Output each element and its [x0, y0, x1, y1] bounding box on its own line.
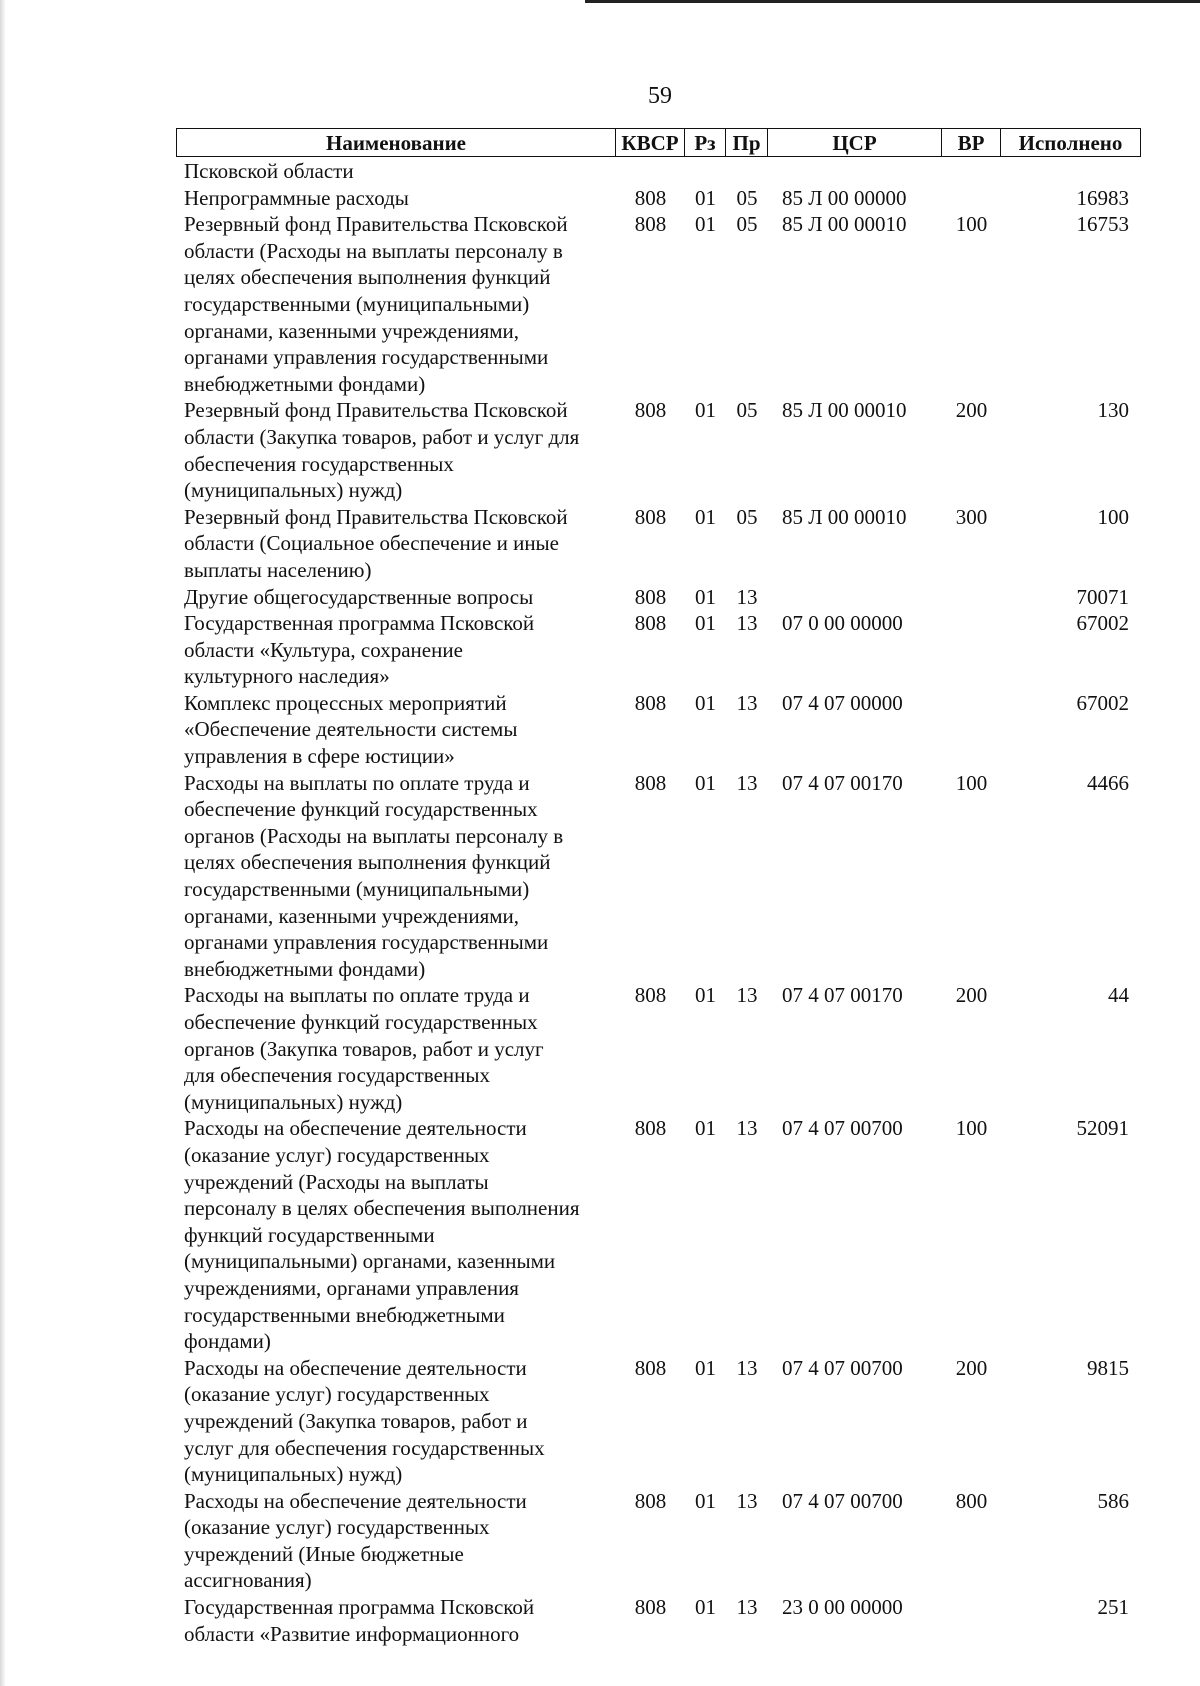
name-line: государственными (муниципальными)	[184, 291, 530, 316]
cell-kvsr: 808	[634, 398, 667, 423]
cell-kvsr: 808	[634, 770, 667, 795]
cell-kvsr: 808	[634, 1488, 667, 1513]
cell-rz: 01	[695, 185, 716, 210]
name-line: (муниципальными) органами, казенными	[184, 1249, 556, 1274]
cell-rz: 01	[695, 611, 716, 636]
header-pr: Пр	[726, 128, 768, 157]
cell-csr: 07 4 07 00700	[782, 1116, 903, 1141]
table-row	[176, 1115, 1176, 1354]
cell-pr: 05	[736, 398, 758, 423]
cell-executed: 67002	[1076, 611, 1129, 636]
name-line: Расходы на обеспечение деятельности	[184, 1488, 527, 1513]
header-csr: ЦСР	[768, 128, 942, 157]
name-line: области «Культура, сохранение	[184, 637, 463, 662]
name-line: органами управления государственными	[184, 930, 549, 955]
cell-name	[176, 211, 616, 397]
name-line: Расходы на выплаты по оплате труда и	[184, 770, 530, 795]
cell-executed: 100	[1097, 504, 1129, 529]
cell-vr: 300	[955, 504, 988, 529]
cell-pr: 13	[736, 611, 758, 636]
table-row	[176, 158, 1176, 185]
budget-table	[176, 128, 1176, 1647]
cell-kvsr: 808	[634, 1355, 667, 1380]
cell-pr: 05	[736, 504, 758, 529]
cell-csr: 85 Л 00 00010	[782, 504, 907, 529]
cell-pr: 05	[736, 212, 758, 237]
cell-executed: 16753	[1076, 212, 1129, 237]
cell-csr	[768, 158, 942, 185]
cell-name	[176, 397, 616, 503]
name-line: области (Расходы на выплаты персоналу в	[184, 238, 563, 263]
name-line: (оказание услуг) государственных	[184, 1382, 490, 1407]
cell-name	[176, 504, 616, 584]
name-line: внебюджетными фондами)	[184, 371, 426, 396]
name-line: области (Социальное обеспечение и иные	[184, 531, 559, 556]
name-line: Резервный фонд Правительства Псковской	[184, 398, 568, 423]
name-line: Другие общегосударственные вопросы	[184, 584, 534, 609]
header-executed: Исполнено	[1001, 128, 1141, 157]
cell-executed: 70071	[1076, 584, 1129, 609]
cell-kvsr	[616, 158, 685, 185]
cell-name	[176, 690, 616, 770]
name-line: услуг для обеспечения государственных	[184, 1435, 545, 1460]
cell-executed: 44	[1108, 983, 1129, 1008]
cell-rz: 01	[695, 1488, 716, 1513]
name-line: Псковской области	[184, 159, 354, 183]
cell-vr	[942, 1594, 1001, 1647]
cell-vr	[942, 690, 1001, 770]
name-line: персоналу в целях обеспечения выполнения	[184, 1196, 580, 1221]
cell-csr: 07 4 07 00700	[782, 1355, 903, 1380]
cell-pr: 13	[736, 770, 758, 795]
cell-vr	[942, 158, 1001, 185]
cell-kvsr: 808	[634, 611, 667, 636]
table-row	[176, 1488, 1176, 1594]
cell-vr: 100	[955, 212, 988, 237]
cell-pr: 13	[736, 1595, 758, 1620]
cell-kvsr: 808	[634, 1595, 667, 1620]
cell-pr	[726, 158, 768, 185]
cell-rz	[685, 158, 726, 185]
name-line: целях обеспечения выполнения функций	[184, 265, 551, 290]
cell-rz: 01	[695, 504, 716, 529]
name-line: (оказание услуг) государственных	[184, 1515, 490, 1540]
cell-executed: 251	[1097, 1595, 1129, 1620]
cell-executed: 9815	[1087, 1355, 1129, 1380]
cell-vr: 200	[955, 398, 988, 423]
name-line: функций государственными	[184, 1222, 435, 1247]
name-line: (муниципальных) нужд)	[184, 1462, 403, 1487]
table-row	[176, 211, 1176, 397]
cell-rz: 01	[695, 584, 716, 609]
cell-vr	[942, 610, 1001, 690]
cell-executed: 586	[1097, 1488, 1129, 1513]
name-line: государственными внебюджетными	[184, 1302, 505, 1327]
cell-csr: 07 0 00 00000	[782, 611, 903, 636]
header-kvsr: КВСР	[616, 128, 685, 157]
table-header	[176, 128, 1176, 157]
cell-csr: 07 4 07 00170	[782, 770, 903, 795]
cell-kvsr: 808	[634, 983, 667, 1008]
cell-executed: 16983	[1076, 185, 1129, 210]
cell-kvsr: 808	[634, 504, 667, 529]
name-line: учреждениями, органами управления	[184, 1275, 519, 1300]
header-name: Наименование	[176, 128, 616, 157]
table-body	[176, 158, 1176, 1647]
cell-vr: 800	[955, 1488, 988, 1513]
name-line: культурного наследия»	[184, 664, 390, 689]
name-line: Резервный фонд Правительства Псковской	[184, 212, 568, 237]
cell-rz: 01	[695, 1116, 716, 1141]
name-line: Государственная программа Псковской	[184, 611, 535, 636]
name-line: фондами)	[184, 1329, 271, 1354]
name-line: Государственная программа Псковской	[184, 1595, 535, 1620]
cell-name	[176, 770, 616, 983]
header-rz: Рз	[685, 128, 726, 157]
cell-rz: 01	[695, 983, 716, 1008]
name-line: обеспечения государственных	[184, 451, 454, 476]
name-line: ассигнования)	[184, 1568, 312, 1593]
cell-vr: 200	[955, 983, 988, 1008]
cell-name	[176, 1115, 616, 1354]
name-line: выплаты населению)	[184, 557, 372, 582]
table-row	[176, 690, 1176, 770]
table-row	[176, 504, 1176, 584]
name-line: целях обеспечения выполнения функций	[184, 850, 551, 875]
name-line: Расходы на обеспечение деятельности	[184, 1355, 527, 1380]
cell-name	[176, 1355, 616, 1488]
cell-name	[176, 610, 616, 690]
table-row	[176, 610, 1176, 690]
name-line: (муниципальных) нужд)	[184, 478, 403, 503]
name-line: Резервный фонд Правительства Псковской	[184, 504, 568, 529]
cell-name	[176, 1488, 616, 1594]
cell-csr: 07 4 07 00170	[782, 983, 903, 1008]
cell-executed: 4466	[1087, 770, 1129, 795]
header-vr: ВР	[942, 128, 1001, 157]
cell-vr: 100	[955, 1116, 988, 1141]
cell-csr: 85 Л 00 00000	[782, 185, 907, 210]
name-line: органов (Закупка товаров, работ и услуг	[184, 1036, 544, 1061]
cell-vr	[942, 584, 1001, 611]
name-line: «Обеспечение деятельности системы	[184, 717, 518, 742]
scan-top-edge	[585, 0, 1200, 3]
name-line: органами, казенными учреждениями,	[184, 903, 520, 928]
name-line: учреждений (Иные бюджетные	[184, 1541, 464, 1566]
cell-name	[176, 158, 616, 185]
name-line: Комплекс процессных мероприятий	[184, 690, 507, 715]
name-line: обеспечение функций государственных	[184, 1010, 538, 1034]
name-line: органами, казенными учреждениями,	[184, 318, 520, 343]
name-line: органов (Расходы на выплаты персоналу в	[184, 823, 564, 848]
table-row	[176, 982, 1176, 1115]
cell-kvsr: 808	[634, 584, 667, 609]
name-line: управления в сфере юстиции»	[184, 744, 455, 769]
cell-kvsr: 808	[634, 1116, 667, 1141]
cell-rz: 01	[695, 398, 716, 423]
name-line: области (Закупка товаров, работ и услуг для	[184, 424, 580, 449]
cell-vr: 200	[955, 1355, 988, 1380]
cell-kvsr: 808	[634, 212, 667, 237]
name-line: Расходы на обеспечение деятельности	[184, 1116, 527, 1141]
name-line: (оказание услуг) государственных	[184, 1142, 490, 1167]
table-row	[176, 584, 1176, 611]
name-line: (муниципальных) нужд)	[184, 1089, 403, 1114]
cell-kvsr: 808	[634, 690, 667, 715]
cell-vr	[942, 185, 1001, 212]
name-line: для обеспечения государственных	[184, 1063, 490, 1088]
name-line: учреждений (Расходы на выплаты	[184, 1169, 489, 1194]
cell-executed: 130	[1097, 398, 1129, 423]
cell-name	[176, 584, 616, 611]
cell-rz: 01	[695, 1595, 716, 1620]
cell-rz: 01	[695, 212, 716, 237]
cell-rz: 01	[695, 1355, 716, 1380]
cell-rz: 01	[695, 690, 716, 715]
cell-pr: 13	[736, 584, 758, 609]
table-row	[176, 397, 1176, 503]
name-line: органами управления государственными	[184, 345, 549, 370]
cell-rz: 01	[695, 770, 716, 795]
table-row	[176, 1594, 1176, 1647]
cell-csr: 85 Л 00 00010	[782, 212, 907, 237]
table-row	[176, 1355, 1176, 1488]
name-line: внебюджетными фондами)	[184, 956, 426, 981]
cell-csr	[768, 584, 942, 611]
name-line: государственными (муниципальными)	[184, 877, 530, 902]
cell-executed: 67002	[1076, 690, 1129, 715]
cell-name	[176, 1594, 616, 1647]
cell-csr: 85 Л 00 00010	[782, 398, 907, 423]
scan-left-edge	[0, 0, 6, 1686]
cell-executed: 52091	[1076, 1116, 1129, 1141]
cell-csr: 07 4 07 00700	[782, 1488, 903, 1513]
cell-executed	[1001, 158, 1141, 185]
cell-pr: 13	[736, 1116, 758, 1141]
cell-pr: 13	[736, 983, 758, 1008]
cell-pr: 13	[736, 690, 758, 715]
cell-pr: 05	[736, 185, 758, 210]
cell-name	[176, 982, 616, 1115]
name-line: Расходы на выплаты по оплате труда и	[184, 983, 530, 1008]
cell-name	[176, 185, 616, 212]
name-line: области «Развитие информационного	[184, 1621, 520, 1646]
cell-csr: 23 0 00 00000	[782, 1595, 903, 1620]
name-line: Непрограммные расходы	[184, 185, 409, 210]
name-line: обеспечение функций государственных	[184, 797, 538, 822]
cell-vr: 100	[955, 770, 988, 795]
table-row	[176, 185, 1176, 212]
cell-pr: 13	[736, 1488, 758, 1513]
page-number: 59	[648, 83, 672, 109]
cell-kvsr: 808	[634, 185, 667, 210]
cell-csr: 07 4 07 00000	[782, 690, 903, 715]
table-row	[176, 770, 1176, 983]
name-line: учреждений (Закупка товаров, работ и	[184, 1408, 528, 1433]
cell-pr: 13	[736, 1355, 758, 1380]
